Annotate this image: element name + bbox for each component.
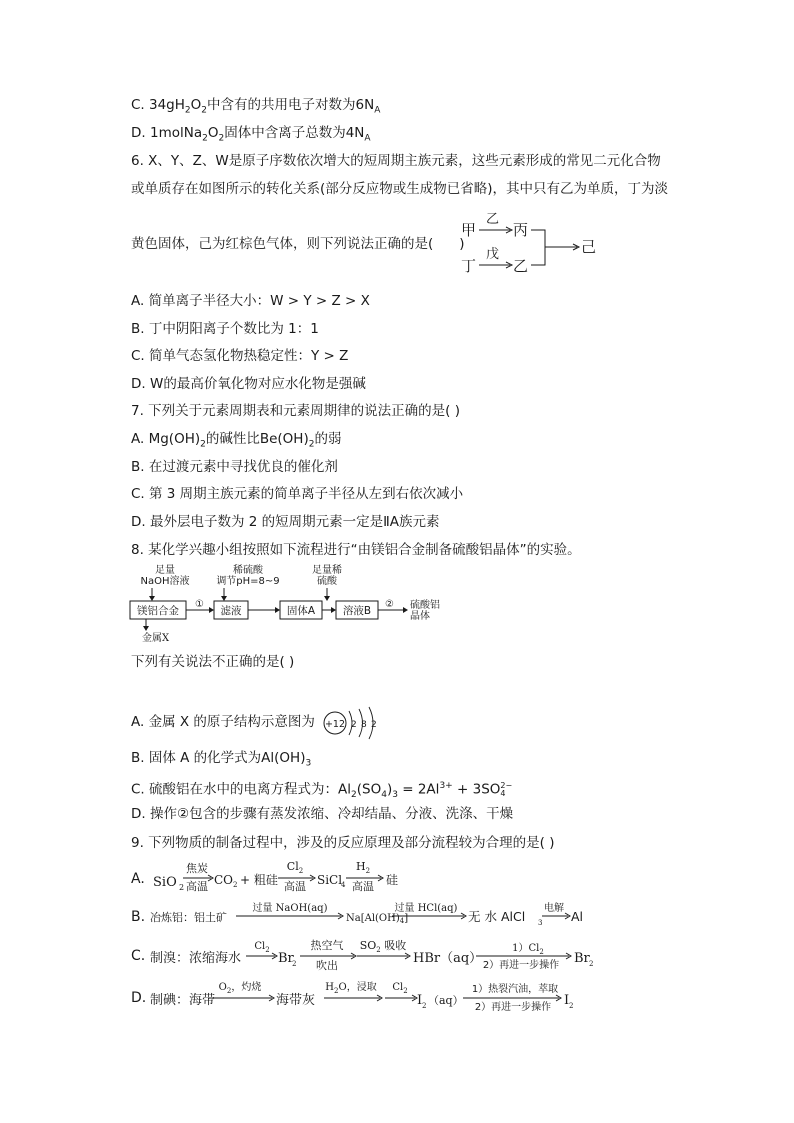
q8-option-b: B. 固体 A 的化学式为$Al(OH)_3$ bbox=[131, 750, 312, 769]
reagent2-line1: 稀硫酸 bbox=[233, 565, 263, 576]
svg-text:制碘：海带: 制碘：海带 bbox=[150, 993, 216, 1008]
box-solution-b-label: 溶液B bbox=[342, 605, 372, 617]
svg-text:O2，灼烧: $O_2$，灼烧 bbox=[218, 982, 262, 995]
svg-text:吹出: 吹出 bbox=[316, 959, 338, 972]
svg-text:SiO: SiO bbox=[153, 875, 177, 890]
svg-text:Cl2: $Cl_2$ bbox=[286, 860, 304, 875]
svg-text:1）Cl2: $1)Cl_2$ bbox=[512, 943, 544, 956]
svg-text:Br: Br bbox=[278, 951, 294, 966]
q6-transformation-diagram bbox=[455, 205, 615, 277]
q9-option-a bbox=[128, 857, 448, 895]
mg-atom-structure-diagram bbox=[322, 706, 384, 740]
shell-2-electrons: 8 bbox=[361, 720, 367, 730]
box-alloy-label: 镁铝合金 bbox=[137, 605, 179, 617]
svg-text:SO2 吸收: $SO_2$ 吸收 bbox=[359, 939, 407, 954]
q8-stem: 8. 某化学兴趣小组按照如下流程进行“由镁铝合金制备硫酸铝晶体”的实验。 bbox=[131, 542, 581, 558]
product-line1: 硫酸铝 bbox=[410, 600, 440, 611]
q7-option-b: B. 在过渡元素中寻找优良的催化剂 bbox=[131, 459, 338, 475]
svg-text:Al: Al bbox=[571, 909, 584, 924]
q6-stem-line1: 6. X、Y、Z、W是原子序数依次增大的短周期主族元素，这些元素形成的常见二元化合物 bbox=[131, 153, 661, 169]
svg-text:过量 HCl(aq): 过量 HCl(aq) bbox=[394, 903, 458, 914]
svg-text:H2: $H_2$ bbox=[355, 860, 371, 875]
svg-text:焦炭: 焦炭 bbox=[186, 862, 208, 875]
svg-text:2）再进一步操作: 2）再进一步操作 bbox=[474, 1002, 552, 1013]
q7-option-a: A. $Mg(OH)_2$的碱性比$Be(OH)_2$的弱 bbox=[131, 431, 342, 450]
svg-text:热空气: 热空气 bbox=[310, 939, 344, 952]
svg-text:冶炼铝：铝土矿: 冶炼铝：铝土矿 bbox=[150, 911, 227, 924]
q8-option-d: D. 操作②包含的步骤有蒸发浓缩、冷却结晶、分液、洗涤、干燥 bbox=[131, 806, 514, 822]
svg-text:制溴：浓缩海水: 制溴：浓缩海水 bbox=[150, 951, 242, 966]
svg-text:2: 2 bbox=[422, 1002, 427, 1010]
q6-option-d: D. W的最高价氧化物对应水化物是强碱 bbox=[131, 376, 366, 392]
svg-text:+ 粗硅: + 粗硅 bbox=[240, 873, 278, 887]
q6-option-b: B. 丁中阴阳离子个数比为 1：1 bbox=[131, 321, 319, 337]
svg-text:3: 3 bbox=[538, 919, 543, 927]
diagram-bracket bbox=[531, 230, 545, 265]
box-filtrate-label: 滤液 bbox=[220, 605, 242, 617]
svg-text:高温: 高温 bbox=[352, 880, 374, 893]
svg-text:2: 2 bbox=[179, 883, 185, 892]
svg-text:CO: CO bbox=[214, 873, 234, 887]
svg-text:电解: 电解 bbox=[544, 903, 564, 914]
svg-text:I: I bbox=[564, 993, 570, 1008]
diagram-bing: 丙 bbox=[513, 221, 529, 239]
svg-text:2: 2 bbox=[589, 960, 594, 968]
svg-text:2）再进一步操作: 2）再进一步操作 bbox=[482, 960, 560, 971]
svg-text:Cl2: $Cl_2$ bbox=[254, 941, 270, 954]
svg-text:Br: Br bbox=[574, 951, 590, 966]
q9-option-b bbox=[128, 900, 598, 930]
svg-text:高温: 高温 bbox=[186, 880, 208, 893]
svg-text:海带灰: 海带灰 bbox=[276, 993, 316, 1008]
diagram-yi-top: 乙 bbox=[486, 212, 500, 227]
diagram-jia: 甲 bbox=[461, 221, 477, 239]
diagram-ji: 己 bbox=[581, 238, 597, 256]
diagram-ding: 丁 bbox=[461, 257, 477, 275]
svg-text:I: I bbox=[417, 993, 423, 1008]
svg-text:（aq）: （aq） bbox=[428, 994, 464, 1007]
q8-ask: 下列有关说法不正确的是( ) bbox=[131, 654, 295, 670]
svg-text:4: 4 bbox=[341, 881, 346, 889]
diagram-yi-bottom: 乙 bbox=[513, 257, 529, 275]
q8-process-flowchart bbox=[128, 563, 458, 643]
svg-text:2: 2 bbox=[569, 1002, 574, 1010]
svg-text:过量 NaOH(aq): 过量 NaOH(aq) bbox=[252, 903, 328, 914]
svg-text:无 水 AlCl: 无 水 AlCl bbox=[468, 909, 526, 924]
q9-option-d bbox=[128, 977, 608, 1017]
q5-option-d: D. $1molNa_2O_2$固体中含离子总数为$4N_A$ bbox=[131, 125, 371, 144]
svg-text:2: 2 bbox=[292, 960, 297, 968]
reagent3-line1: 足量稀 bbox=[312, 565, 342, 576]
q6-option-c: C. 简单气态氢化物热稳定性：Y > Z bbox=[131, 348, 349, 364]
q5-option-c: C. $34gH_2O_2$中含有的共用电子对数为$6N_A$ bbox=[131, 97, 381, 116]
q8-option-a: A. 金属 X 的原子结构示意图为 bbox=[131, 714, 315, 730]
svg-text:SiCl: SiCl bbox=[317, 873, 343, 887]
svg-text:C.: C. bbox=[131, 948, 146, 964]
q8-option-c: C. 硫酸铝在水中的电离方程式为：$Al_2(SO_4)_3 = 2Al^{3+} + 3SO$ 2− 4 bbox=[131, 780, 513, 801]
q9-option-c bbox=[128, 936, 608, 972]
q6-stem-line2: 或单质存在如图所示的转化关系(部分反应物或生成物已省略)，其中只有乙为单质，丁为淡 bbox=[131, 181, 669, 197]
reagent2-line2: 调节pH=8~9 bbox=[216, 576, 280, 587]
reagent3-line2: 硫酸 bbox=[317, 576, 337, 587]
svg-text:HBr（aq）: HBr（aq） bbox=[413, 951, 483, 966]
side-product-metal-x: 金属X bbox=[142, 633, 170, 643]
q7-option-d: D. 最外层电子数为 2 的短周期元素一定是ⅡA族元素 bbox=[131, 514, 440, 530]
q7-option-c: C. 第 3 周期主族元素的简单离子半径从左到右依次减小 bbox=[131, 486, 464, 502]
reagent1-line1: 足量 bbox=[155, 565, 175, 576]
svg-text:A.: A. bbox=[131, 871, 145, 887]
step2-marker: ② bbox=[385, 599, 394, 610]
svg-text:Na[Al(OH)4]: $Na[Al(OH)_4]$ bbox=[346, 913, 409, 925]
nucleus-charge: +12 bbox=[324, 719, 346, 730]
q9-stem: 9. 下列物质的制备过程中，涉及的反应原理及部分流程较为合理的是( ) bbox=[131, 835, 555, 851]
svg-text:H2O，浸取: $H_2O$，浸取 bbox=[325, 982, 377, 995]
q7-stem: 7. 下列关于元素周期表和元素周期律的说法正确的是( ) bbox=[131, 403, 460, 419]
svg-text:B.: B. bbox=[131, 909, 146, 925]
svg-text:2: 2 bbox=[233, 881, 238, 889]
box-solid-a-label: 固体A bbox=[286, 605, 316, 617]
shell-3-electrons: 2 bbox=[371, 720, 377, 730]
svg-text:D.: D. bbox=[131, 990, 147, 1006]
q6-option-a: A. 简单离子半径大小：W > Y > Z > X bbox=[131, 293, 370, 309]
svg-text:Cl2: $Cl_2$ bbox=[392, 982, 408, 995]
svg-text:高温: 高温 bbox=[284, 880, 306, 893]
svg-text:硅: 硅 bbox=[386, 873, 399, 887]
reagent1-line2: NaOH溶液 bbox=[140, 576, 190, 587]
svg-text:1）热裂汽油，萃取: 1）热裂汽油，萃取 bbox=[471, 984, 559, 995]
step1-marker: ① bbox=[195, 599, 204, 610]
q6-stem-line3: 黄色固体，己为红棕色气体，则下列说法正确的是( ) bbox=[131, 236, 465, 252]
product-line2: 晶体 bbox=[410, 611, 430, 622]
shell-1-electrons: 2 bbox=[351, 720, 357, 730]
diagram-wu: 戊 bbox=[486, 247, 500, 262]
